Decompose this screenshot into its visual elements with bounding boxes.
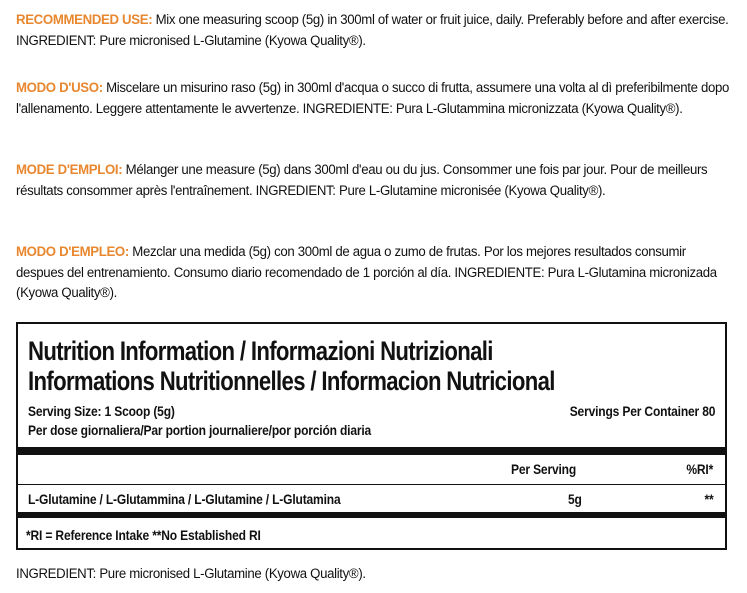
- modo-duso-paragraph: [16, 78, 732, 119]
- modo-dempleo-label: MODO D'EMPLEO:: [16, 244, 129, 260]
- modo-duso-text: Miscelare un misurino raso (5g) in 300ml d'acqua o succo di frutta, assumere una volta al dì preferibilmente dopo l'allenamento. Leggere attentamente le avvertenze. INGREDIENTE: Pura L-Glutammina micronizzata (Kyowa Quality®).: [16, 80, 730, 117]
- column-ri: %RI*: [686, 461, 713, 477]
- table-row-amount: 5g: [568, 491, 582, 507]
- nutrition-panel: [16, 322, 727, 550]
- modo-dempleo-paragraph: [16, 242, 732, 304]
- ri-footnote: *RI = Reference Intake **No Established RI: [26, 527, 261, 543]
- table-row-ri: **: [703, 491, 713, 507]
- thick-divider: [18, 447, 725, 455]
- mode-demploi-paragraph: [16, 160, 732, 201]
- footer-ingredient: INGREDIENT: Pure micronised L-Glutamine (Kyowa Quality®).: [16, 566, 366, 582]
- column-per-serving: Per Serving: [511, 461, 577, 477]
- recommended-use-label: RECOMMENDED USE:: [16, 12, 153, 28]
- modo-duso-label: MODO D'USO:: [16, 80, 103, 96]
- servings-per-container: Servings Per Container 80: [569, 403, 715, 419]
- recommended-use-paragraph: [16, 10, 732, 51]
- mode-demploi-text: Mélanger une measure (5g) dans 300ml d'eau ou du jus. Consommer une fois par jour. Pour de meilleurs résultats consommer après l'entraînement. INGREDIENT: Pure L-Glutamine micronisée (Kyowa Quality®).: [16, 162, 708, 199]
- nutrition-title-line2: Informations Nutritionnelles / Informacion Nutricional: [28, 366, 555, 396]
- per-dose-label: Per dose giornaliera/Par portion journaliere/por porción diaria: [28, 422, 372, 438]
- thin-divider: [18, 484, 725, 485]
- nutrition-title-line1: Nutrition Information / Informazioni Nutrizionali: [28, 336, 493, 366]
- serving-size: Serving Size: 1 Scoop (5g): [28, 403, 175, 419]
- modo-dempleo-text: Mezclar una medida (5g) con 300ml de agua o zumo de frutas. Por los mejores resultados consumir despues del entrenamiento. Consumo diario recomendado de 1 porción al día. INGREDIENTE: Pura L-Glutamina micronizada (Kyowa Quality®).: [16, 244, 717, 301]
- recommended-use-text: Mix one measuring scoop (5g) in 300ml of water or fruit juice, daily. Preferably before and after exercise. INGREDIENT: Pure micronised L-Glutamine (Kyowa Quality®).: [16, 12, 729, 49]
- bottom-divider: [18, 512, 725, 518]
- table-row-name: L-Glutamine / L-Glutammina / L-Glutamine / L-Glutamina: [28, 491, 341, 507]
- mode-demploi-label: MODE D'EMPLOI:: [16, 162, 123, 178]
